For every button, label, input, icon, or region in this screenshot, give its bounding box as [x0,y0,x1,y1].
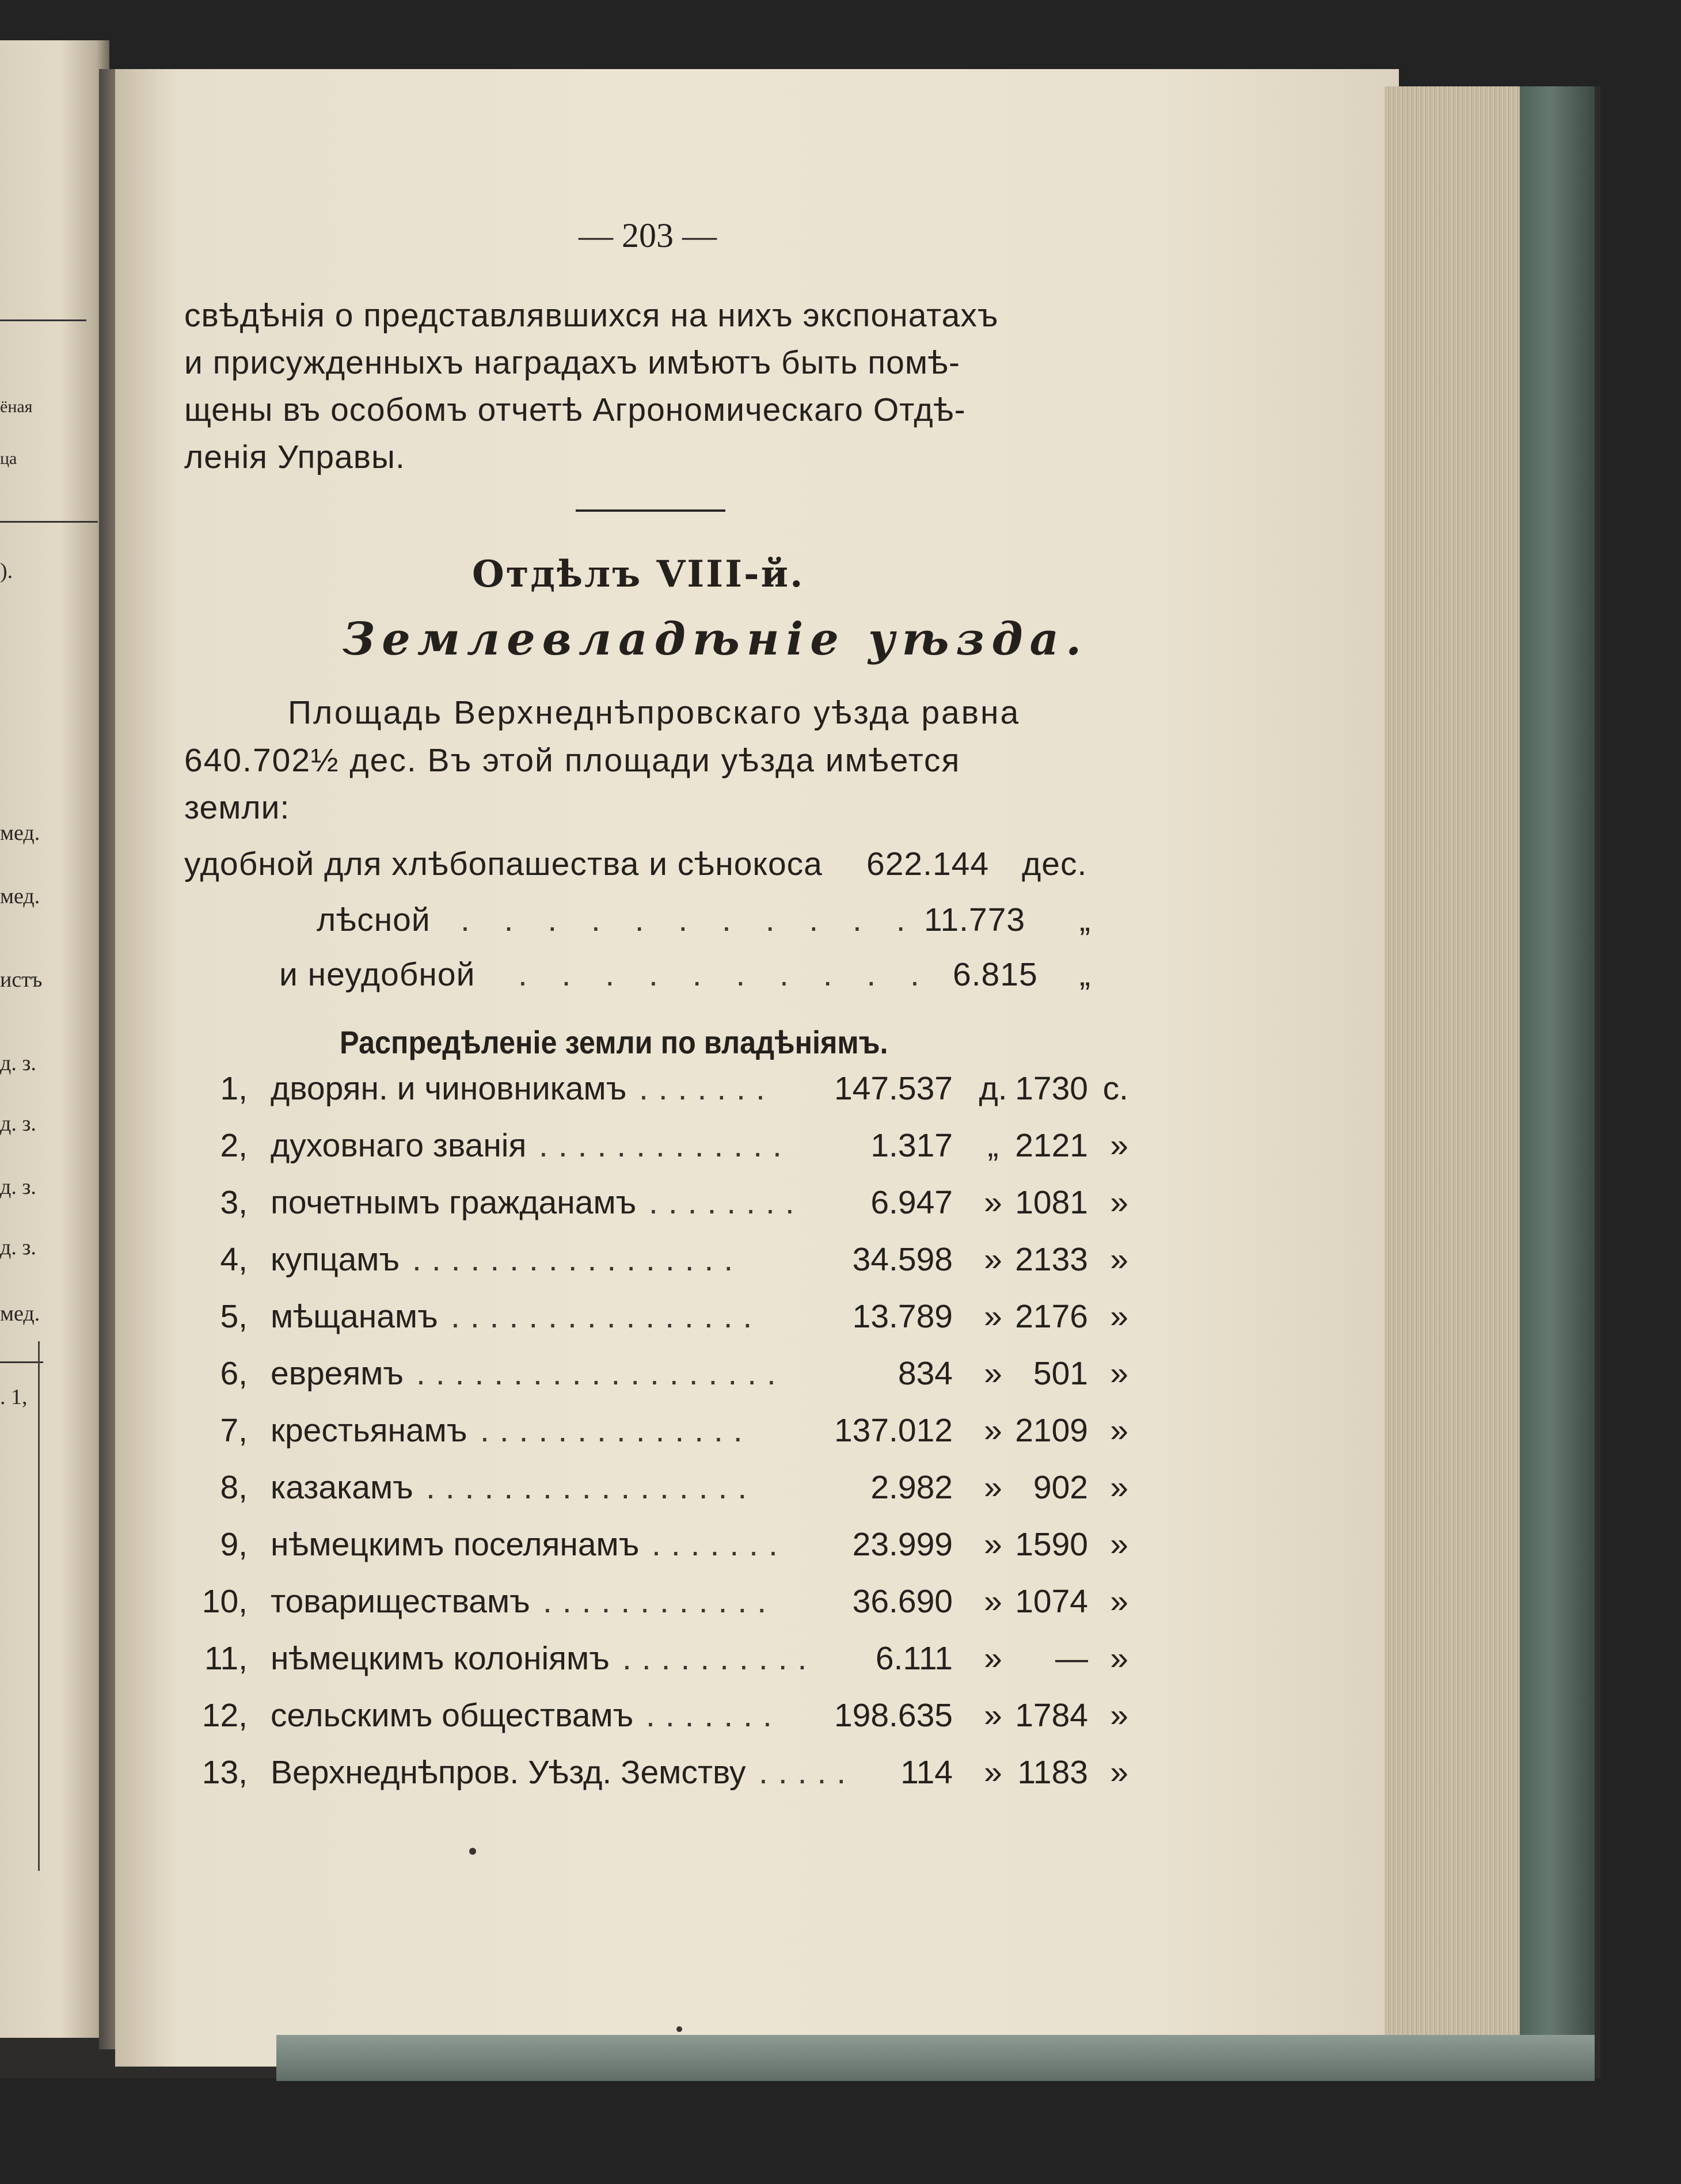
row-sazhen: 1784 [1015,1697,1088,1734]
row-number: 3, [220,1184,248,1221]
section-subtitle: Землевладѣніе уѣзда. [343,613,1089,665]
row-unit: » [984,1697,1002,1734]
row-owner: сельскимъ обществамъ [271,1697,634,1734]
dot-leader: ................. [412,1241,744,1278]
row-number: 8, [220,1469,248,1506]
left-page-fragment: д. з. [0,1175,36,1199]
land-value: 11.773 [924,901,1026,938]
table-row [196,1184,1128,1235]
row-area: 2.982 [870,1469,953,1506]
dot-leader: ........ [649,1184,805,1221]
row-unit: » [1110,1640,1128,1677]
row-unit: » [984,1640,1002,1677]
land-label: и неудобной [279,956,476,993]
row-unit: с. [1102,1070,1128,1107]
intro-line: и присужденныхъ наградахъ имѣютъ быть помѣ- [184,344,960,381]
row-owner: нѣмецкимъ колоніямъ [271,1640,610,1677]
paragraph-line: 640.702½ дес. Въ этой площади уѣзда имѣется [184,742,961,779]
row-unit: » [1110,1241,1128,1278]
dot-leader: ....... [646,1697,782,1734]
row-unit: » [984,1184,1002,1221]
ink-spot [676,2026,682,2032]
land-unit: „ [1079,956,1091,993]
row-number: 1, [220,1070,248,1107]
row-unit: » [984,1469,1002,1506]
land-label: удобной для хлѣбопашества и сѣнокоса [184,846,823,882]
dot-leader: ............. [539,1127,792,1164]
table-row [196,1070,1128,1121]
page-edges [1385,86,1526,2055]
table-row [196,1639,1128,1691]
left-page-fragment: д. з. [0,1112,36,1136]
row-area: 137.012 [834,1412,953,1449]
section-title: Отдѣлъ VIII-й. [472,553,805,596]
row-unit: » [1110,1355,1128,1392]
left-page [0,40,109,2038]
row-unit: » [984,1298,1002,1335]
left-page-vertical-rule [38,1341,40,1871]
book-cover-edge [1520,86,1595,2078]
row-number: 10, [201,1583,248,1620]
row-unit: » [984,1583,1002,1620]
row-unit: » [1110,1583,1128,1620]
row-number: 12, [201,1697,248,1734]
row-number: 4, [220,1241,248,1278]
row-owner: крестьянамъ [271,1412,467,1449]
table-row [196,1753,1128,1805]
row-owner: нѣмецкимъ поселянамъ [271,1526,640,1563]
row-owner: мѣщанамъ [271,1298,438,1335]
left-page-rule [0,319,86,321]
left-page-fragment: д. з. [0,1051,36,1075]
row-sazhen: 2133 [1015,1241,1088,1278]
left-page-fragment: мед. [0,821,40,845]
row-unit: » [984,1412,1002,1449]
row-owner: духовнаго званія [271,1127,527,1164]
row-unit: » [984,1754,1002,1791]
row-unit: » [1110,1526,1128,1563]
book-cover-bottom [276,2035,1595,2081]
table-row [196,1582,1128,1634]
row-area: 23.999 [852,1526,953,1563]
dot-leader: ....... [639,1070,775,1107]
intro-line: свѣдѣнія о представлявшихся на нихъ экспонатахъ [184,297,999,334]
left-page-fragment: . 1, [0,1385,28,1409]
row-sazhen: 902 [1033,1469,1088,1506]
row-unit: „ [987,1127,999,1164]
table-row [196,1354,1128,1406]
table-row [196,1127,1128,1178]
left-page-rule [0,521,98,523]
row-owner: почетнымъ гражданамъ [271,1184,637,1221]
row-unit: » [1110,1412,1128,1449]
left-page-fragment: мед. [0,1302,40,1326]
left-page-fragment: д. з. [0,1235,36,1260]
left-page-fragment: мед. [0,884,40,908]
row-area: 34.598 [852,1241,953,1278]
row-unit: » [984,1526,1002,1563]
dot-leader: ....... [652,1526,788,1563]
row-sazhen: 2121 [1015,1127,1088,1164]
table-row [196,1241,1128,1292]
row-area: 1.317 [870,1127,953,1164]
table-row [196,1298,1128,1349]
land-unit: дес. [1022,846,1087,882]
intro-line: щены въ особомъ отчетѣ Агрономическаго Отдѣ- [184,391,966,428]
row-owner: Верхнеднѣпров. Уѣзд. Земству [271,1754,746,1791]
row-number: 13, [201,1754,248,1791]
row-unit: » [1110,1754,1128,1791]
row-number: 11, [204,1640,248,1677]
ink-spot [469,1848,476,1855]
left-page-fragment: истъ [0,968,43,992]
row-number: 2, [220,1127,248,1164]
land-unit: „ [1079,901,1091,938]
left-page-rule [0,1361,43,1363]
row-number: 7, [220,1412,248,1449]
dot-leader: ..... [759,1754,857,1791]
row-owner: товариществамъ [271,1583,530,1620]
row-sazhen: — [1055,1640,1088,1677]
dot-leader: .............. [480,1412,753,1449]
row-sazhen: 2109 [1015,1412,1088,1449]
page-number: — 203 — [579,216,717,254]
land-value: 6.815 [953,956,1038,993]
row-owner: казакамъ [271,1469,413,1506]
row-sazhen: 501 [1033,1355,1088,1392]
row-area: 36.690 [852,1583,953,1620]
row-unit: д. [979,1070,1007,1107]
dot-leader: ............ [543,1583,777,1620]
row-sazhen: 1074 [1015,1583,1088,1620]
table-row [196,1411,1128,1463]
dot-leader: . . . . . . . . . . . [461,901,918,938]
row-sazhen: 1730 [1015,1070,1088,1107]
row-area: 13.789 [852,1298,953,1335]
row-sazhen: 1081 [1015,1184,1088,1221]
land-label: лѣсной [317,901,431,938]
row-area: 834 [897,1355,953,1392]
row-unit: » [984,1355,1002,1392]
row-unit: » [984,1241,1002,1278]
dot-leader: .......... [622,1640,817,1677]
row-owner: евреямъ [271,1355,404,1392]
dot-leader: ................ [451,1298,763,1335]
row-unit: » [1110,1127,1128,1164]
table-row [196,1696,1128,1748]
row-area: 114 [900,1754,953,1791]
row-number: 5, [220,1298,248,1335]
table-row [196,1468,1128,1520]
section-divider [576,509,725,512]
row-area: 6.947 [870,1184,953,1221]
row-unit: » [1110,1298,1128,1335]
row-sazhen: 1590 [1015,1526,1088,1563]
row-sazhen: 1183 [1017,1754,1088,1791]
left-page-fragment: ца [0,449,17,468]
row-area: 147.537 [834,1070,953,1107]
intro-line: ленія Управы. [184,439,405,475]
paragraph-line: земли: [184,789,290,826]
row-area: 198.635 [834,1697,953,1734]
left-page-fragment: ёная [0,397,33,416]
row-owner: купцамъ [271,1241,400,1278]
row-unit: » [1110,1184,1128,1221]
table-row [196,1525,1128,1577]
dot-leader: ................. [426,1469,758,1506]
dot-leader: . . . . . . . . . . [518,956,932,993]
row-unit: » [1110,1697,1128,1734]
row-area: 6.111 [875,1640,953,1677]
row-number: 9, [220,1526,248,1563]
row-unit: » [1110,1469,1128,1506]
row-number: 6, [220,1355,248,1392]
distribution-heading: Распредѣленіе земли по владѣніямъ. [340,1024,888,1060]
row-sazhen: 2176 [1015,1298,1088,1335]
left-page-fragment: ). [0,559,13,583]
row-owner: дворян. и чиновникамъ [271,1070,627,1107]
paragraph-line: Площадь Верхнеднѣпровскаго уѣзда равна [288,694,1021,731]
dot-leader: ................... [416,1355,786,1392]
land-value: 622.144 [866,846,990,882]
